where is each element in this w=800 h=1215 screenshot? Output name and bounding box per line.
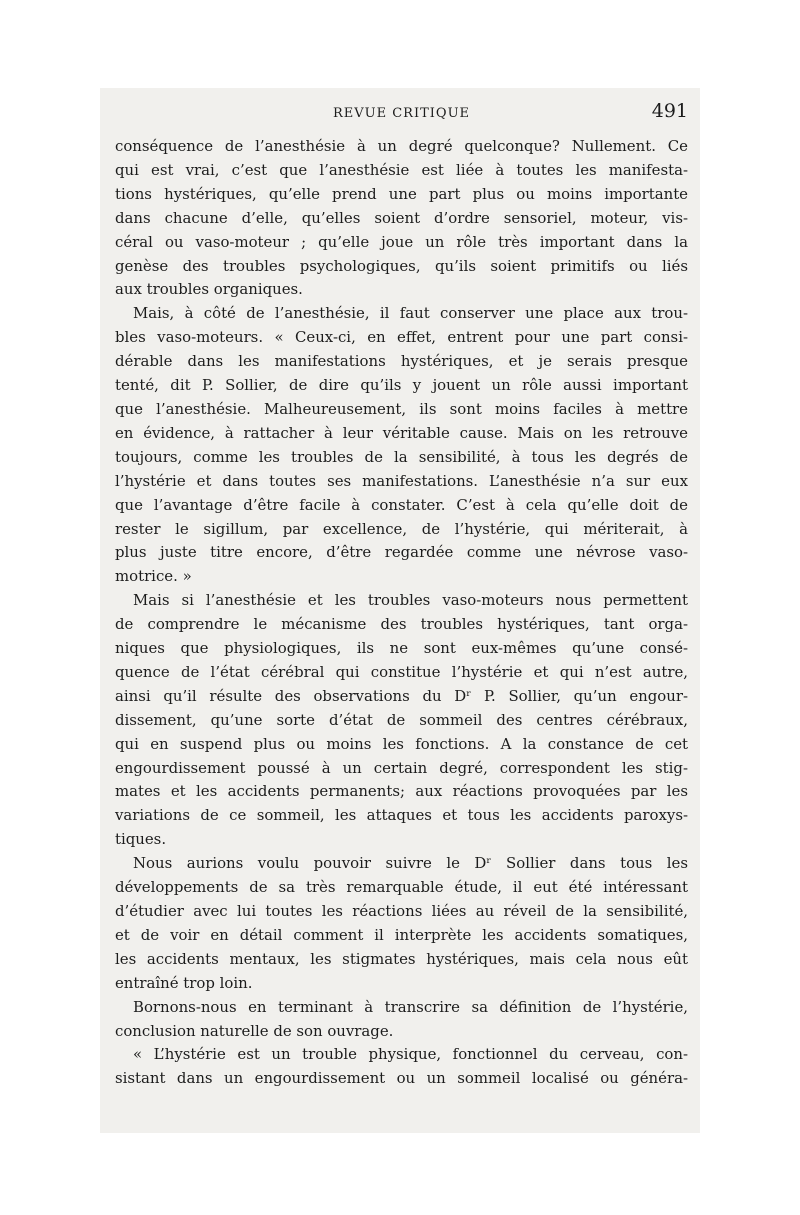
page-number: 491 xyxy=(651,100,688,122)
text-line: engourdissement poussé à un certain degré, correspondent les stig- xyxy=(115,758,688,777)
text-line: sistant dans un engourdissement ou un sommeil localisé ou généra- xyxy=(115,1069,688,1088)
text-line: dans chacune d’elle, qu’elles soient d’ordre sensoriel, moteur, vis- xyxy=(115,208,688,227)
text-line: Mais, à côté de l’anesthésie, il faut conserver une place aux trou- xyxy=(133,304,688,323)
text-line: tions hystériques, qu’elle prend une part plus ou moins importante xyxy=(115,184,688,203)
text-line: motrice. » xyxy=(115,567,192,586)
text-line: conséquence de l’anesthésie à un degré quelconque? Nullement. Ce xyxy=(115,137,688,155)
paragraph xyxy=(115,1043,688,1091)
text-line: variations de ce sommeil, les attaques et tous les accidents paroxys- xyxy=(115,806,688,825)
paragraph xyxy=(115,135,688,302)
text-line: en évidence, à rattacher à leur véritable cause. Mais on les retrouve xyxy=(115,423,688,442)
text-line: développements de sa très remarquable étude, il eut été intéressant xyxy=(115,878,688,897)
text-line: céral ou vaso-moteur ; qu’elle joue un rôle très important dans la xyxy=(115,232,688,251)
page-header xyxy=(115,100,688,130)
text-line: quence de l’état cérébral qui constitue l’hystérie et qui n’est autre, xyxy=(115,662,688,681)
text-line: Bornons-nous en terminant à transcrire sa définition de l’hystérie, xyxy=(133,997,688,1016)
text-line: aux troubles organiques. xyxy=(115,280,303,299)
text-line: conclusion naturelle de son ouvrage. xyxy=(115,1021,394,1040)
text-line: toujours, comme les troubles de la sensibilité, à tous les degrés de xyxy=(115,447,688,466)
paragraph xyxy=(115,589,688,852)
text-line: d’étudier avec lui toutes les réactions liées au réveil de la sensibilité, xyxy=(115,902,688,920)
text-line: niques que physiologiques, ils ne sont eux-mêmes qu’une consé- xyxy=(115,639,688,658)
running-title: REVUE CRITIQUE xyxy=(332,106,471,121)
text-line: qui en suspend plus ou moins les fonctions. A la constance de cet xyxy=(115,734,688,753)
text-line: Nous aurions voulu pouvoir suivre le Dʳ Sollier dans tous les xyxy=(133,854,688,873)
text-line: et de voir en détail comment il interprète les accidents somatiques, xyxy=(115,925,688,944)
text-line: tenté, dit P. Sollier, de dire qu’ils y jouent un rôle aussi important xyxy=(115,376,688,395)
text-line: qui est vrai, c’est que l’anesthésie est liée à toutes les manifesta- xyxy=(115,160,688,179)
text-line: que l’anesthésie. Malheureusement, ils sont moins faciles à mettre xyxy=(115,399,688,418)
text-line: l’hystérie et dans toutes ses manifestations. L’anesthésie n’a sur eux xyxy=(115,471,688,490)
text-line: les accidents mentaux, les stigmates hystériques, mais cela nous eût xyxy=(115,949,688,968)
text-line: ainsi qu’il résulte des observations du Dʳ P. Sollier, qu’un engour- xyxy=(115,686,688,705)
text-line: genèse des troubles psychologiques, qu’ils soient primitifs ou liés xyxy=(115,256,688,275)
text-line: bles vaso-moteurs. « Ceux-ci, en effet, entrent pour une part consi- xyxy=(115,328,688,347)
paragraph xyxy=(115,302,688,589)
paragraph xyxy=(115,996,688,1044)
text-line: « L’hystérie est un trouble physique, fonctionnel du cerveau, con- xyxy=(133,1045,688,1064)
text-line: entraîné trop loin. xyxy=(115,973,253,992)
body-text xyxy=(115,135,688,1091)
text-line: que l’avantage d’être facile à constater. C’est à cela qu’elle doit de xyxy=(115,495,688,514)
text-line: tiques. xyxy=(115,830,167,849)
text-line: dérable dans les manifestations hystériques, et je serais presque xyxy=(115,352,688,371)
text-line: de comprendre le mécanisme des troubles hystériques, tant orga- xyxy=(115,615,688,634)
text-line: mates et les accidents permanents; aux réactions provoquées par les xyxy=(115,782,688,801)
paragraph xyxy=(115,852,688,995)
text-line: Mais si l’anesthésie et les troubles vaso-moteurs nous permettent xyxy=(133,591,688,610)
text-line: dissement, qu’une sorte d’état de sommeil des centres cérébraux, xyxy=(115,710,688,729)
text-line: rester le sigillum, par excellence, de l’hystérie, qui mériterait, à xyxy=(115,519,688,538)
text-line: plus juste titre encore, d’être regardée comme une névrose vaso- xyxy=(115,543,688,562)
